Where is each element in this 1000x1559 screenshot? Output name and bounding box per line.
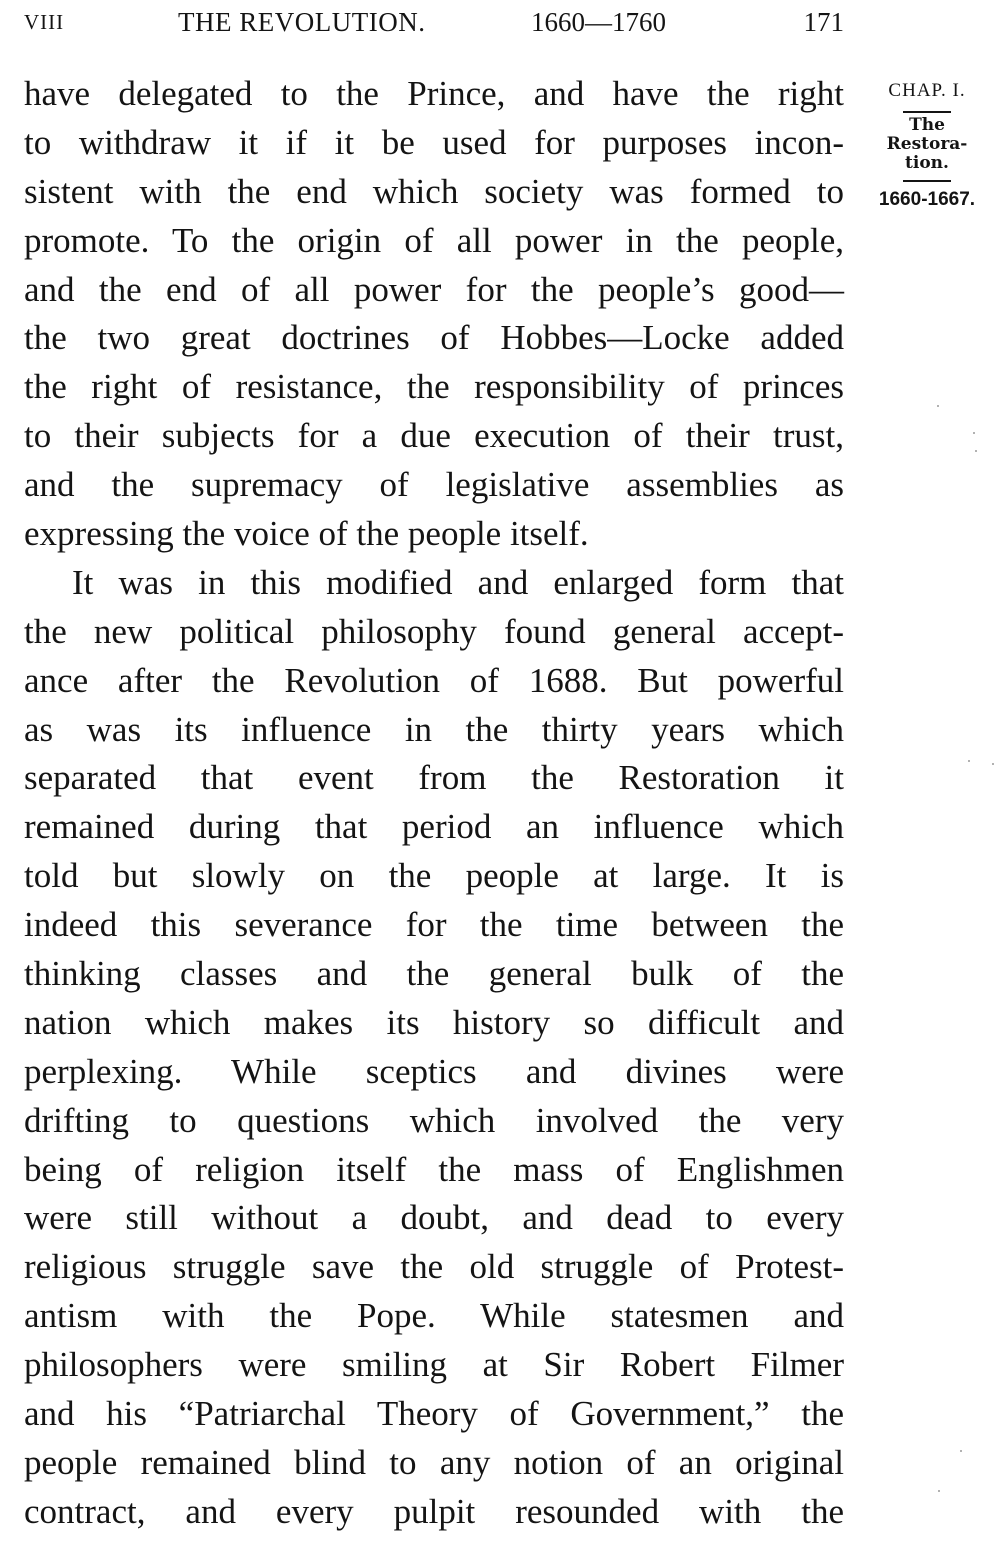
print-speck bbox=[937, 405, 939, 407]
print-speck bbox=[960, 1450, 962, 1452]
text-line: to withdraw it if it be used for purposes incon- bbox=[24, 122, 844, 162]
paragraph-end-line: expressing the voice of the people itself. bbox=[24, 514, 589, 554]
text-line: antism with the Pope. While statesmen and bbox=[24, 1296, 844, 1336]
text-line: religious struggle save the old struggle of Protest- bbox=[24, 1247, 844, 1287]
text-line: people remained blind to any notion of an original bbox=[24, 1442, 844, 1482]
text-line: ance after the Revolution of 1688. But powerful bbox=[24, 660, 844, 700]
print-speck bbox=[992, 763, 994, 765]
text-line: told but slowly on the people at large. It is bbox=[24, 856, 844, 896]
text-line: and the end of all power for the people’s good— bbox=[24, 269, 844, 309]
text-line: perplexing. While sceptics and divines were bbox=[24, 1051, 844, 1091]
text-line: thinking classes and the general bulk of the bbox=[24, 954, 844, 994]
print-speck bbox=[938, 1490, 940, 1492]
text-line: philosophers were smiling at Sir Robert Filmer bbox=[24, 1345, 844, 1385]
sidenote-heading-line: The bbox=[909, 115, 945, 135]
text-line: the right of resistance, the responsibility of princes bbox=[24, 367, 844, 407]
text-line: separated that event from the Restoration it bbox=[24, 758, 844, 798]
print-speck bbox=[973, 432, 975, 434]
body-text bbox=[24, 70, 844, 1537]
header-dates: 1660—1760 bbox=[531, 7, 666, 37]
header-chapter-number: VIII bbox=[24, 10, 65, 34]
text-line: drifting to questions which involved the very bbox=[24, 1100, 844, 1140]
text-line: sistent with the end which society was formed to bbox=[24, 171, 844, 211]
text-line: have delegated to the Prince, and have the right bbox=[24, 74, 844, 113]
text-line: were still without a doubt, and dead to every bbox=[24, 1198, 844, 1238]
text-line: indeed this severance for the time between the bbox=[24, 905, 844, 945]
sidenote-divider bbox=[903, 111, 951, 113]
running-header bbox=[24, 2, 844, 42]
text-line: promote. To the origin of all power in the people, bbox=[24, 220, 844, 260]
sidenote-dates: 1660-1667. bbox=[878, 189, 976, 210]
sidenote-divider bbox=[903, 180, 951, 182]
sidenote-heading bbox=[866, 116, 988, 173]
text-line: and the supremacy of legislative assemblies as bbox=[24, 465, 844, 505]
text-line: as was its influence in the thirty years which bbox=[24, 709, 844, 749]
text-line: and his “Patriarchal Theory of Government,” the bbox=[24, 1394, 844, 1434]
print-speck bbox=[975, 450, 977, 452]
page-number: 171 bbox=[803, 7, 844, 37]
text-line: remained during that period an influence which bbox=[24, 807, 844, 847]
text-line: to their subjects for a due execution of their trust, bbox=[24, 416, 844, 456]
sidenote-chapter: CHAP. I. bbox=[888, 80, 966, 101]
text-line: the new political philosophy found general accept- bbox=[24, 611, 844, 651]
text-line: being of religion itself the mass of Englishmen bbox=[24, 1149, 844, 1189]
text-line: the two great doctrines of Hobbes—Locke added bbox=[24, 318, 844, 358]
header-title: THE REVOLUTION. bbox=[178, 7, 426, 37]
margin-sidenote bbox=[866, 78, 988, 212]
paragraph-start-line: It was in this modified and enlarged form that bbox=[72, 562, 844, 602]
print-speck bbox=[968, 760, 970, 762]
text-line: contract, and every pulpit resounded with the bbox=[24, 1491, 844, 1531]
sidenote-heading-line: Restora- bbox=[886, 134, 968, 154]
sidenote-heading-line: tion. bbox=[905, 153, 949, 173]
text-line: nation which makes its history so difficult and bbox=[24, 1002, 844, 1042]
